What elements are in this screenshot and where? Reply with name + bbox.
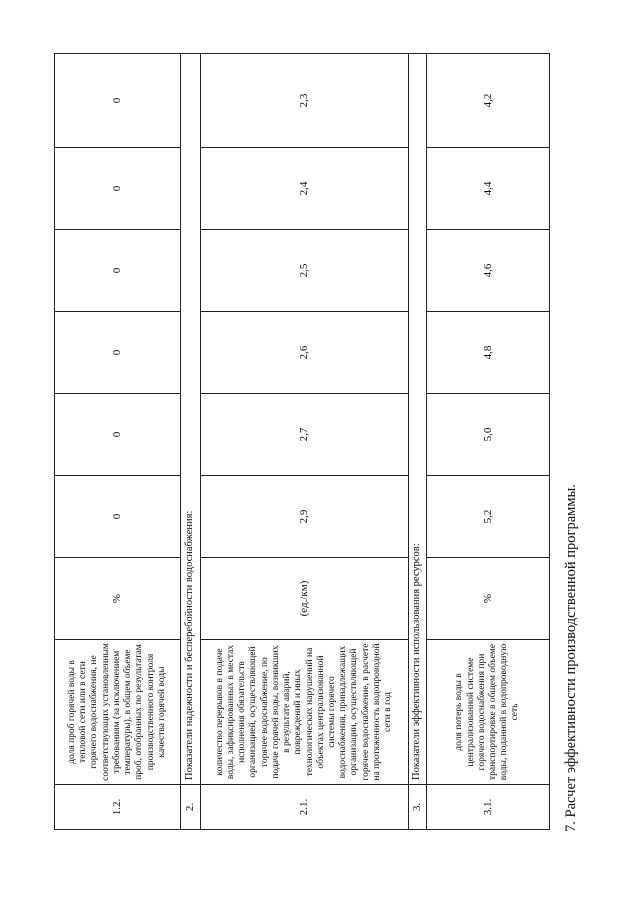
value-cell: 2,7 <box>201 394 409 476</box>
table-row <box>201 54 409 830</box>
row-number: 3. <box>409 785 427 830</box>
row-number: 1.2. <box>55 785 181 830</box>
table-row <box>427 54 550 830</box>
value-cell: 0 <box>55 230 181 312</box>
section-title: 7. Расчет эффективности производственной программы. <box>563 484 579 832</box>
section-heading: Показатели надежности и бесперебойности водоснабжения: <box>181 54 201 785</box>
row-number: 2.1. <box>201 785 409 830</box>
value-cell: 5,2 <box>427 476 550 558</box>
unit-cell: % <box>427 558 550 640</box>
table-row <box>409 54 427 830</box>
unit-cell: % <box>55 558 181 640</box>
value-cell: 2,9 <box>201 476 409 558</box>
table-row <box>181 54 201 830</box>
unit-cell: (ед./км) <box>201 558 409 640</box>
value-cell: 2,5 <box>201 230 409 312</box>
indicator-description: доля проб горячей воды в тепловой сети или в сети горячего водоснабжения, не соответствующих установленным требованиям (за исключением температуры), в общем объеме проб, отобранных по результатам производственного контроля качества горячей воды <box>55 640 181 785</box>
section-heading: Показатели эффективности использования ресурсов: <box>409 54 427 785</box>
indicator-description: доля потерь воды в централизованной системе горячего водоснабжения при транспортировке в общем объеме воды, поданной в водопроводную сеть <box>427 640 550 785</box>
indicator-description: количество перерывов в подаче воды, зафиксированных в местах исполнения обязательств организацией, осуществляющей горячее водоснабжение, по подаче горячей воды, возникших в результате аварий, повреждений и иных технологических нарушений на объектах централизованной системы горячего водоснабжения, принадлежащих организации, осуществляющей горячее водоснабжение, в расчете на протяженность водопроводной сети в год <box>201 640 409 785</box>
row-number: 3.1. <box>427 785 550 830</box>
row-number: 2. <box>181 785 201 830</box>
value-cell: 4,4 <box>427 148 550 230</box>
table-row <box>55 54 181 830</box>
value-cell: 0 <box>55 394 181 476</box>
indicators-table <box>54 53 550 830</box>
value-cell: 2,4 <box>201 148 409 230</box>
value-cell: 0 <box>55 312 181 394</box>
value-cell: 0 <box>55 148 181 230</box>
value-cell: 0 <box>55 476 181 558</box>
value-cell: 4,8 <box>427 312 550 394</box>
value-cell: 2,6 <box>201 312 409 394</box>
value-cell: 5,0 <box>427 394 550 476</box>
value-cell: 2,3 <box>201 54 409 148</box>
value-cell: 4,6 <box>427 230 550 312</box>
value-cell: 4,2 <box>427 54 550 148</box>
value-cell: 0 <box>55 54 181 148</box>
